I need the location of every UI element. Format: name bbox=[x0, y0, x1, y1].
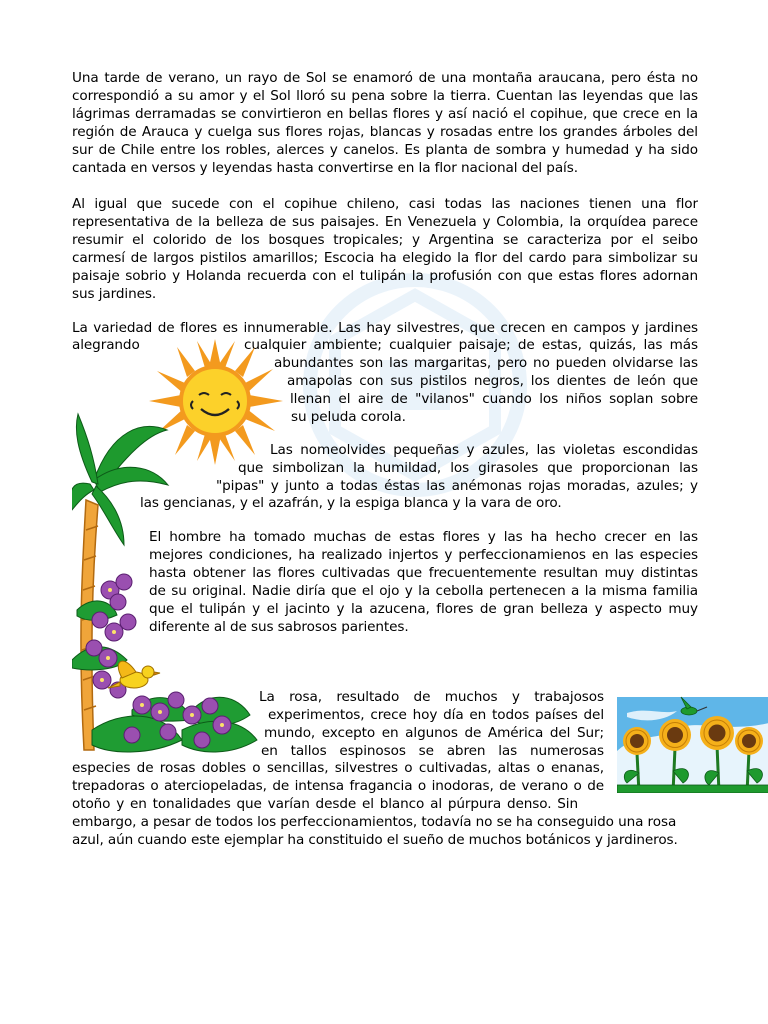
text-line: alegrando bbox=[72, 337, 140, 353]
text-line: sur de Chile entre los robles, alerces y canelos. Es planta de sombra y humedad y ha sido bbox=[72, 142, 698, 158]
text-line: mejores condiciones, ha realizado injertos y perfeccionamienos en las especies bbox=[149, 547, 698, 563]
text-line: otoño y en tonalidades que varían desde el blanco al púrpura denso. Sin bbox=[72, 796, 578, 812]
text-line: que simbolizan la humildad, los girasoles que proporcionan las bbox=[238, 460, 698, 476]
text-line: hasta obtener las flores cultivadas que frecuentemente resultan muy distintas bbox=[149, 565, 698, 581]
sunflowers-icon bbox=[617, 693, 768, 793]
text-line: amapolas con sus pistilos negros, los dientes de león que bbox=[287, 373, 698, 389]
text-line: que el tulipán y el jacinto y la azucena, flores de gran belleza y aspecto muy bbox=[149, 601, 698, 617]
text-line: sus jardines. bbox=[72, 286, 157, 302]
text-line: El hombre ha tomado muchas de estas flores y las ha hecho crecer en las bbox=[149, 529, 698, 545]
text-line: carmesí de largos pistilos amarillos; Escocia ha elegido la flor del cardo para simbolizar su bbox=[72, 250, 698, 266]
text-line: región de Arauca y cuelga sus flores rojas, blancas y rosadas entre los grandes árboles del bbox=[72, 124, 698, 140]
text-line: Al igual que sucede con el copihue chileno, casi todas las naciones tienen una flor bbox=[72, 196, 698, 212]
text-line: su peluda corola. bbox=[291, 409, 406, 425]
text-line: embargo, a pesar de todos los perfeccionamientos, todavía no se ha conseguido una rosa bbox=[72, 814, 677, 830]
text-line: azul, aún cuando este ejemplar ha constituido el sueño de muchos botánicos y jardineros. bbox=[72, 832, 678, 848]
text-line: trepadoras o aterciopeladas, de intensa fragancia o inodoras, de verano o de bbox=[72, 778, 604, 794]
text-line: correspondió a su amor y el Sol lloró su pena sobre la tierra. Cuentan las leyendas que las bbox=[72, 88, 698, 104]
text-line: paisaje sobrio y Holanda recuerda con el tulipán la profusión con que estas flores adornan bbox=[72, 268, 698, 284]
text-line: diferente al de sus sabrosos parientes. bbox=[149, 619, 409, 635]
text-line: de su original. Nadie diría que el ojo y la cebolla pertenecen a la misma familia bbox=[149, 583, 698, 599]
text-line: Las nomeolvides pequeñas y azules, las violetas escondidas bbox=[270, 442, 698, 458]
text-line: en tallos espinosos se abren las numerosas bbox=[261, 743, 604, 759]
text-line: La variedad de flores es innumerable. Las hay silvestres, que crecen en campos y jardines bbox=[72, 320, 698, 336]
palm-tree-flowers-icon bbox=[72, 410, 262, 760]
text-line: cualquier ambiente; cualquier paisaje; de estas, quizás, las más bbox=[244, 337, 698, 353]
text-line: La rosa, resultado de muchos y trabajosos bbox=[259, 689, 604, 705]
text-line: mundo, excepto en algunos de América del Sur; bbox=[264, 725, 604, 741]
text-line: resumir el colorido de los bosques tropicales; y Argentina se caracteriza por el seibo bbox=[72, 232, 698, 248]
text-line: especies de rosas dobles o sencillas, silvestres o cultivadas, altas o enanas, bbox=[72, 760, 604, 776]
text-line: representativa de la belleza de sus paisajes. En Venezuela y Colombia, la orquídea parece bbox=[72, 214, 698, 230]
text-line: las gencianas, y el azafrán, y la espiga blanca y la vara de oro. bbox=[140, 495, 562, 511]
text-line: Una tarde de verano, un rayo de Sol se enamoró de una montaña araucana, pero ésta no bbox=[72, 70, 698, 86]
text-line: abundantes son las margaritas, pero no pueden olvidarse las bbox=[274, 355, 698, 371]
text-line: experimentos, crece hoy día en todos países del bbox=[268, 707, 604, 723]
text-line: llenan el aire de "vilanos" cuando los niños soplan sobre bbox=[290, 391, 698, 407]
text-line: lágrimas derramadas se convirtieron en bellas flores y así nació el copihue, que crece en la bbox=[72, 106, 698, 122]
text-line: cantada en versos y leyendas hasta convertirse en la flor nacional del país. bbox=[72, 160, 578, 176]
text-line: "pipas" y junto a todas éstas las anémonas rojas moradas, azules; y bbox=[216, 478, 698, 494]
